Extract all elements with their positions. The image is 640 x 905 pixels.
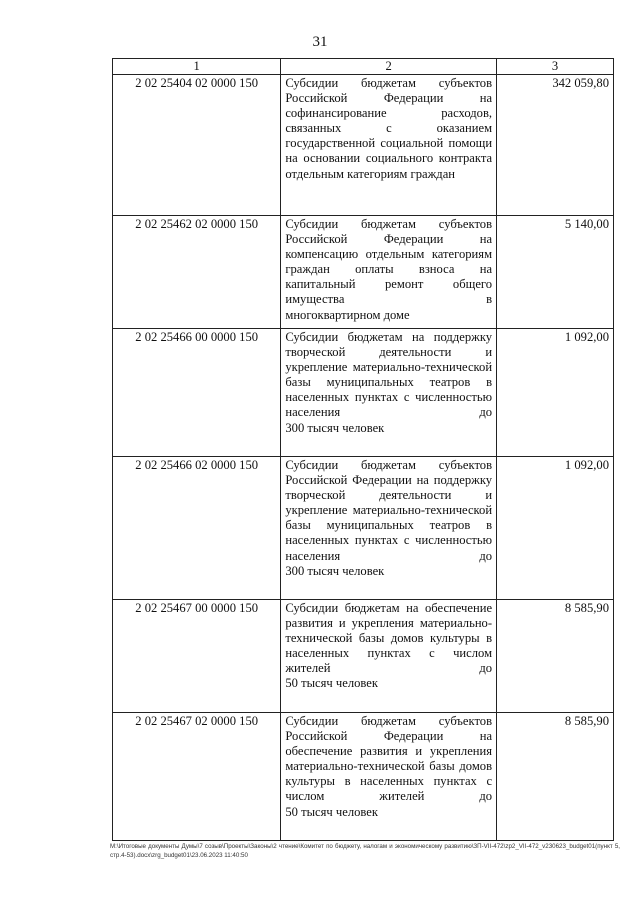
table-row (113, 75, 614, 216)
revenue-description (281, 216, 497, 329)
revenue-amount: 1 092,00 (497, 329, 614, 457)
revenue-description (281, 457, 497, 600)
description-text-last: 50 тысяч человек (285, 804, 379, 819)
description-text: Субсидии бюджетам субъектов Российской Федерации на компенсацию отдельным категориям граждан оплаты взноса на капитальный ремонт общего имущества в (285, 217, 493, 307)
description-text-last: 300 тысяч человек (285, 420, 385, 435)
description-text-last: 300 тысяч человек (285, 563, 385, 578)
description-text-last: отдельным категориям граждан (285, 166, 456, 181)
revenue-code: 2 02 25404 02 0000 150 (113, 75, 281, 216)
revenue-code: 2 02 25466 00 0000 150 (113, 329, 281, 457)
description-text-last: 50 тысяч человек (285, 676, 379, 691)
table-row (113, 329, 614, 457)
table-row (113, 600, 614, 713)
table-row (113, 713, 614, 841)
revenue-amount: 1 092,00 (497, 457, 614, 600)
table-row (113, 457, 614, 600)
revenue-code: 2 02 25467 00 0000 150 (113, 600, 281, 713)
table-row (113, 216, 614, 329)
table-header-row (113, 59, 614, 75)
description-text: Субсидии бюджетам на поддержку творческой деятельности и укрепление материально-технической базы муниципальных театров в населенных пунктах с численностью населения до (285, 330, 493, 420)
revenue-amount: 8 585,90 (497, 713, 614, 841)
revenue-amount: 5 140,00 (497, 216, 614, 329)
revenue-amount: 8 585,90 (497, 600, 614, 713)
column-header-3: 3 (497, 59, 614, 75)
description-text: Субсидии бюджетам на обеспечение развития и укрепления материально-технической базы домов культуры в населенных пунктах с числом жителей до (285, 601, 493, 676)
file-path-footer: М:\Итоговые документы Думы\7 созыв\Проекты\Законы\2 чтение\Комитет по бюджету, налогам и экономическому развитию\ЗП-VII-472\zp2_VII-472_v230623_budget01(пункт 5, стр.4-53).docx\zrg_budget01\23.06.2023 11:40:50 (110, 843, 620, 859)
page-number: 31 (312, 34, 328, 50)
revenue-code: 2 02 25466 02 0000 150 (113, 457, 281, 600)
column-header-1: 1 (113, 59, 281, 75)
revenue-description (281, 329, 497, 457)
revenue-code: 2 02 25467 02 0000 150 (113, 713, 281, 841)
revenue-description (281, 713, 497, 841)
revenue-code: 2 02 25462 02 0000 150 (113, 216, 281, 329)
column-header-2: 2 (281, 59, 497, 75)
description-text: Субсидии бюджетам субъектов Российской Федерации на софинансирование расходов, связанных с оказанием государственной социальной помощи на основании социального контракта (285, 76, 493, 166)
description-text: Субсидии бюджетам субъектов Российской Федерации на поддержку творческой деятельности и укрепление материально-технической базы муниципальных театров в населенных пунктах с численностью населения до (285, 458, 493, 563)
description-text-last: многоквартирном доме (285, 307, 410, 322)
budget-table (112, 58, 614, 841)
description-text: Субсидии бюджетам субъектов Российской Федерации на обеспечение развития и укрепления материально-технической базы домов культуры в населенных пунктах с числом жителей до (285, 714, 493, 804)
revenue-description (281, 75, 497, 216)
revenue-amount: 342 059,80 (497, 75, 614, 216)
revenue-description (281, 600, 497, 713)
